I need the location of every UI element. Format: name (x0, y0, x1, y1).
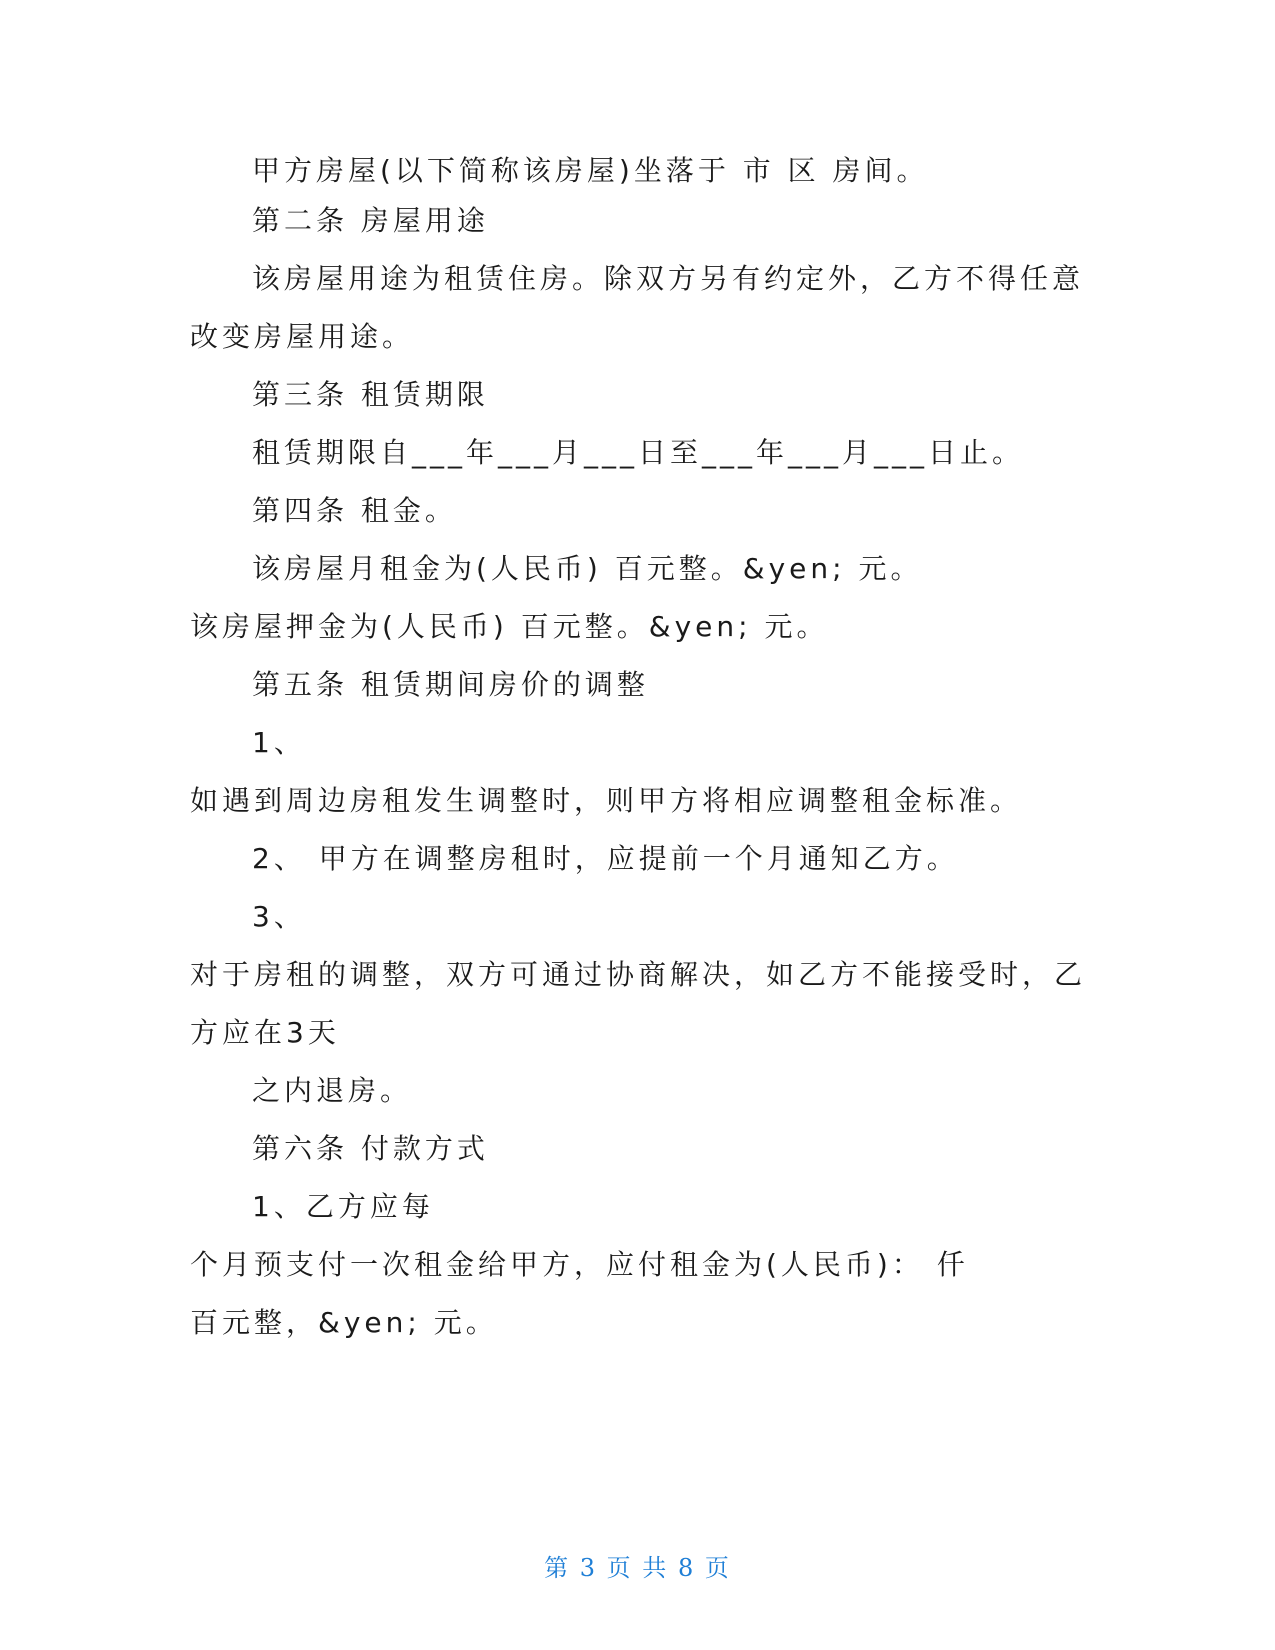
article-5-heading: 第五条 租赁期间房价的调整 (252, 668, 649, 701)
payment-item-1-text-line-2: 百元整，&yen; 元。 (190, 1306, 498, 1339)
article-6-heading: 第六条 付款方式 (252, 1132, 489, 1165)
article-3-heading: 第三条 租赁期限 (252, 378, 489, 411)
list-item-3-text-line-3: 之内退房。 (252, 1074, 413, 1107)
list-item-1-number: 1、 (252, 726, 306, 759)
paragraph-monthly-rent: 该房屋月租金为(人民币) 百元整。&yen; 元。 (252, 552, 923, 585)
paragraph-location: 甲方房屋(以下简称该房屋)坐落于 市 区 房间。 (252, 154, 929, 187)
list-item-3-text-line-1: 对于房租的调整，双方可通过协商解决，如乙方不能接受时，乙 (190, 958, 1087, 991)
list-item-2: 2、 甲方在调整房租时，应提前一个月通知乙方。 (252, 842, 959, 875)
list-item-3-number: 3、 (252, 900, 306, 933)
list-item-3-text-line-2: 方应在3天 (190, 1016, 340, 1049)
paragraph-deposit: 该房屋押金为(人民币) 百元整。&yen; 元。 (190, 610, 829, 643)
paragraph-lease-term: 租赁期限自___年___月___日至___年___月___日止。 (252, 436, 1025, 469)
article-4-heading: 第四条 租金。 (252, 494, 457, 527)
paragraph-usage-line-1: 该房屋用途为租赁住房。除双方另有约定外，乙方不得任意 (252, 262, 1085, 295)
payment-item-1-number: 1、乙方应每 (252, 1190, 434, 1223)
page-number-footer: 第 3 页 共 8 页 (544, 1554, 731, 1582)
payment-item-1-text-line-1: 个月预支付一次租金给甲方，应付租金为(人民币)： 仟 (190, 1248, 969, 1281)
paragraph-usage-line-2: 改变房屋用途。 (190, 320, 415, 353)
list-item-1-text: 如遇到周边房租发生调整时，则甲方将相应调整租金标准。 (190, 784, 1023, 817)
article-2-heading: 第二条 房屋用途 (252, 204, 489, 237)
